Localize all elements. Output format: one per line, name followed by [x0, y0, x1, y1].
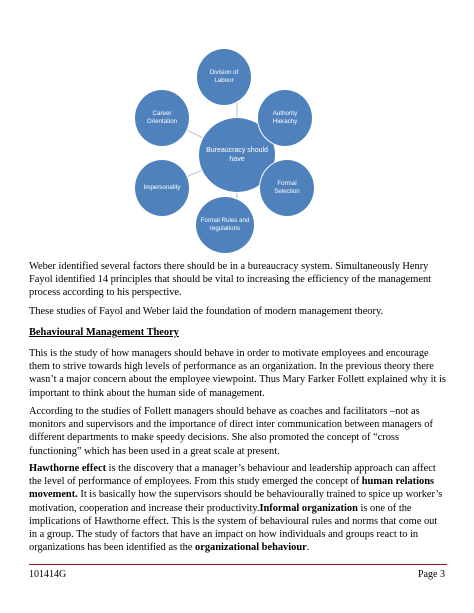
diagram-node-bottom: [195, 196, 255, 254]
paragraph-hawthorne: [29, 462, 447, 554]
diagram-node-label: Division of Labour: [209, 69, 239, 84]
diagram-node-bottom-right: [259, 159, 315, 217]
heading-behavioural-management-theory: Behavioural Management Theory: [29, 327, 179, 338]
paragraph-behavioural-study: [29, 347, 447, 400]
diagram-node-label: Impersonality: [143, 184, 181, 191]
footer-document-id: 101414G: [29, 569, 67, 580]
text-run: .: [306, 542, 310, 554]
paragraph-text: These studies of Fayol and Weber laid the foundation of modern management theory.: [29, 306, 384, 317]
footer-divider: [29, 564, 447, 565]
paragraph-text: [29, 462, 447, 554]
paragraph-text: This is the study of how managers should behave in order to motivate employees and encourage them to strive towards high levels of performance as an organization. In the previous theory there wasn’t a major concern about the employee viewpoint. Thus Mary Farker Follett explained why it is important to think about the human side of management.: [29, 348, 446, 399]
term-organizational-behaviour: organizational behaviour: [195, 542, 307, 554]
footer-page-number: Page 3: [418, 569, 445, 580]
section-heading: [29, 326, 447, 339]
diagram-node-top: [196, 48, 252, 106]
diagram-node-top-left: [134, 89, 190, 147]
paragraph-foundation: [29, 305, 447, 318]
bureaucracy-diagram: [0, 0, 474, 255]
diagram-node-label: Formal Rules and regulations: [200, 217, 250, 232]
term-human-relations-movement: human relations movement.: [29, 476, 435, 501]
paragraph-text: According to the studies of Follett managers should behave as coaches and facilitators –not as monitors and supervisors and the importance of direct inter communication between managers of different departments to make speedy decisions. She also promoted the concept of “cross functioning” which has been used in a great scale at present.: [29, 406, 433, 457]
term-hawthorne-effect: Hawthorne effect: [29, 463, 107, 474]
diagram-node-top-right: [257, 89, 313, 147]
term-informal-organization: Informal organization: [259, 502, 358, 514]
diagram-node-label: Authority Hierachy: [272, 110, 298, 125]
diagram-center-label: Bureaucracy should have: [206, 147, 268, 163]
diagram-node-bottom-left: [134, 159, 190, 217]
text-run: is the discovery that a manager’s behaviour and leadership approach can affect the level of performance of employees. From this study emerged the concept of: [29, 463, 436, 488]
paragraph-text: Weber identified several factors there should be in a bureaucracy system. Simultaneously Henry Fayol identified 14 principles that should be vital to increasing the efficiency of the management process according to his perspective.: [29, 261, 432, 299]
diagram-node-label: Career Orientation: [146, 110, 178, 125]
paragraph-follett: [29, 405, 447, 458]
text-run: is one of the implications of Hawthorne effect. This is the system of behavioural rules and norms that come out in a group. The study of factors that have an impact on how individuals and groups react to in organizations has been identified as the: [29, 502, 438, 554]
text-run: It is basically how the supervisors should be behaviourally trained to spice up worker’s motivation, cooperation and increase their productivity.: [29, 489, 443, 514]
diagram-node-label: Formal Selection: [274, 180, 300, 195]
paragraph-weber-fayol: [29, 260, 447, 300]
